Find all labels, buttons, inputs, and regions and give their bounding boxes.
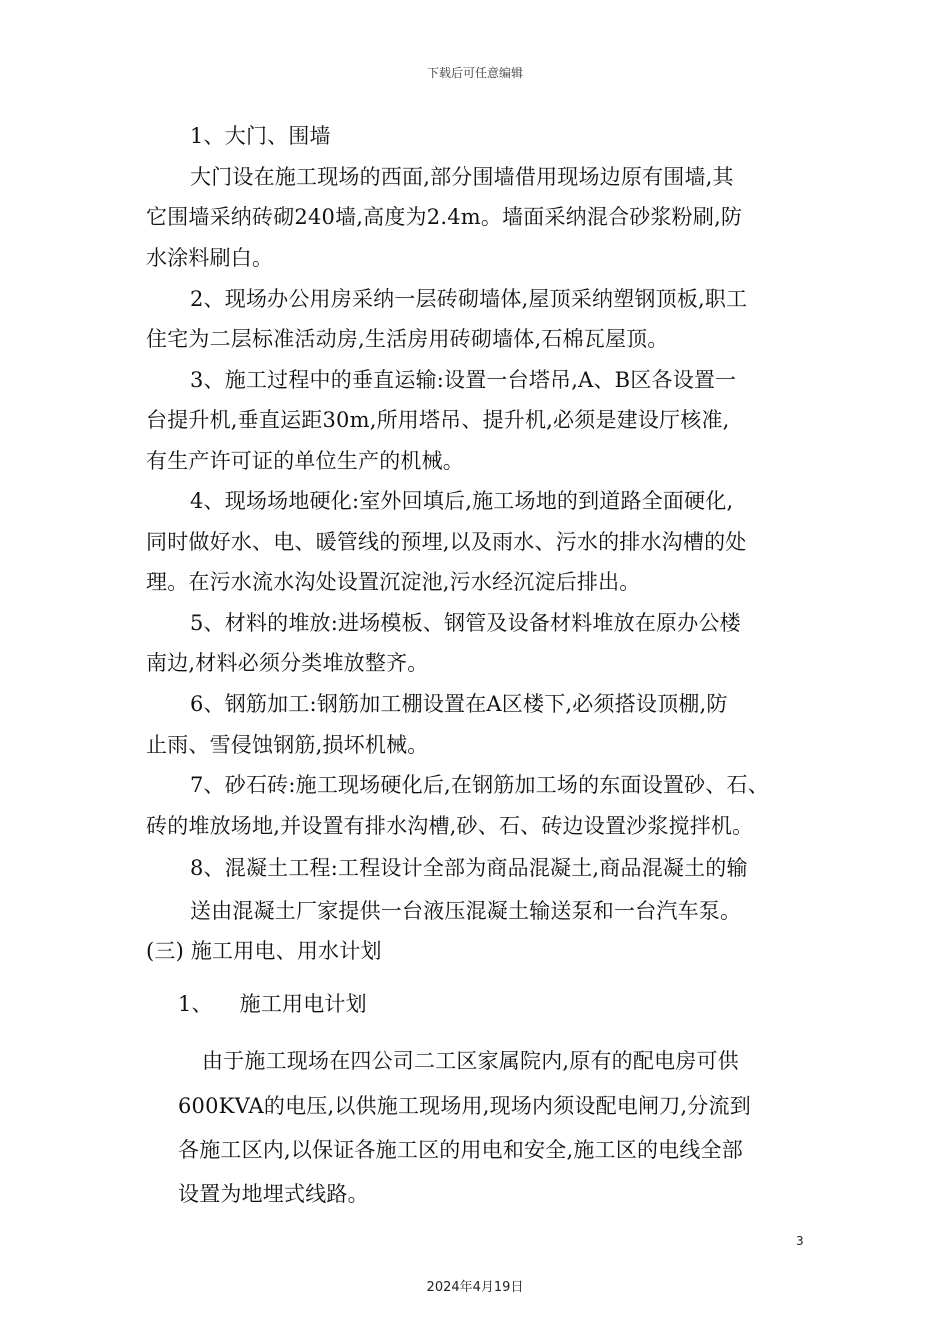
- paragraph-line: 8、混凝土工程:工程设计全部为商品混凝土,商品混凝土的输: [190, 856, 748, 880]
- paragraph-line: 2、现场办公用房采纳一层砖砌墙体,屋顶采纳塑钢顶板,职工: [190, 287, 748, 311]
- paragraph-line: 6、钢筋加工:钢筋加工棚设置在A区楼下,必须搭设顶棚,防: [190, 692, 728, 716]
- paragraph-line: 它围墙采纳砖砌240墙,高度为2.4m。墙面采纳混合砂浆粉刷,防: [146, 205, 743, 229]
- paragraph-line: 住宅为二层标准活动房,生活房用砖砌墙体,石棉瓦屋顶。: [146, 327, 669, 351]
- paragraph-line: 送由混凝土厂家提供一台液压混凝土输送泵和一台汽车泵。: [190, 899, 742, 923]
- paragraph-line: 砖的堆放场地,并设置有排水沟槽,砂、石、砖边设置沙浆搅拌机。: [146, 814, 754, 838]
- paragraph-line: 台提升机,垂直运距30m,所用塔吊、提升机,必须是建设厅核准,: [146, 408, 730, 432]
- section-heading-power-water: (三) 施工用电、用水计划: [146, 939, 382, 963]
- paragraph-line: 3、施工过程中的垂直运输:设置一台塔吊,A、B区各设置一: [190, 368, 737, 392]
- paragraph-line: 止雨、雪侵蚀钢筋,损坏机械。: [146, 733, 429, 757]
- paragraph-line: 4、现场场地硬化:室外回填后,施工场地的到道路全面硬化,: [190, 489, 734, 513]
- paragraph-line: 南边,材料必须分类堆放整齐。: [146, 651, 429, 675]
- page-number: 3: [796, 1234, 804, 1248]
- paragraph-line: 有生产许可证的单位生产的机械。: [146, 449, 464, 473]
- paragraph-line: 7、砂石砖:施工现场硬化后,在钢筋加工场的东面设置砂、石、: [190, 773, 769, 797]
- paragraph-line: 设置为地埋式线路。: [178, 1182, 369, 1206]
- paragraph-line: 大门设在施工现场的西面,部分围墙借用现场边原有围墙,其: [190, 165, 734, 189]
- paragraph-line: 各施工区内,以保证各施工区的用电和安全,施工区的电线全部: [178, 1138, 743, 1162]
- section-heading-gate-wall: 1、大门、围墙: [190, 124, 331, 148]
- page-header: 下载后可任意编辑: [426, 66, 523, 80]
- footer-date: 2024年4月19日: [426, 1280, 524, 1295]
- paragraph-line: 5、材料的堆放:进场模板、钢管及设备材料堆放在原办公楼: [190, 611, 741, 635]
- paragraph-line: 由于施工现场在四公司二工区家属院内,原有的配电房可供: [202, 1049, 739, 1073]
- paragraph-line: 理。在污水流水沟处设置沉淀池,污水经沉淀后排出。: [146, 570, 641, 594]
- paragraph-line: 同时做好水、电、暖管线的预埋,以及雨水、污水的排水沟槽的处: [146, 530, 747, 554]
- paragraph-line: 水涂料刷白。: [146, 246, 274, 270]
- paragraph-line: 600KVA的电压,以供施工现场用,现场内须设配电闸刀,分流到: [178, 1094, 751, 1118]
- subsection-heading-power-plan: 1、 施工用电计划: [178, 992, 367, 1016]
